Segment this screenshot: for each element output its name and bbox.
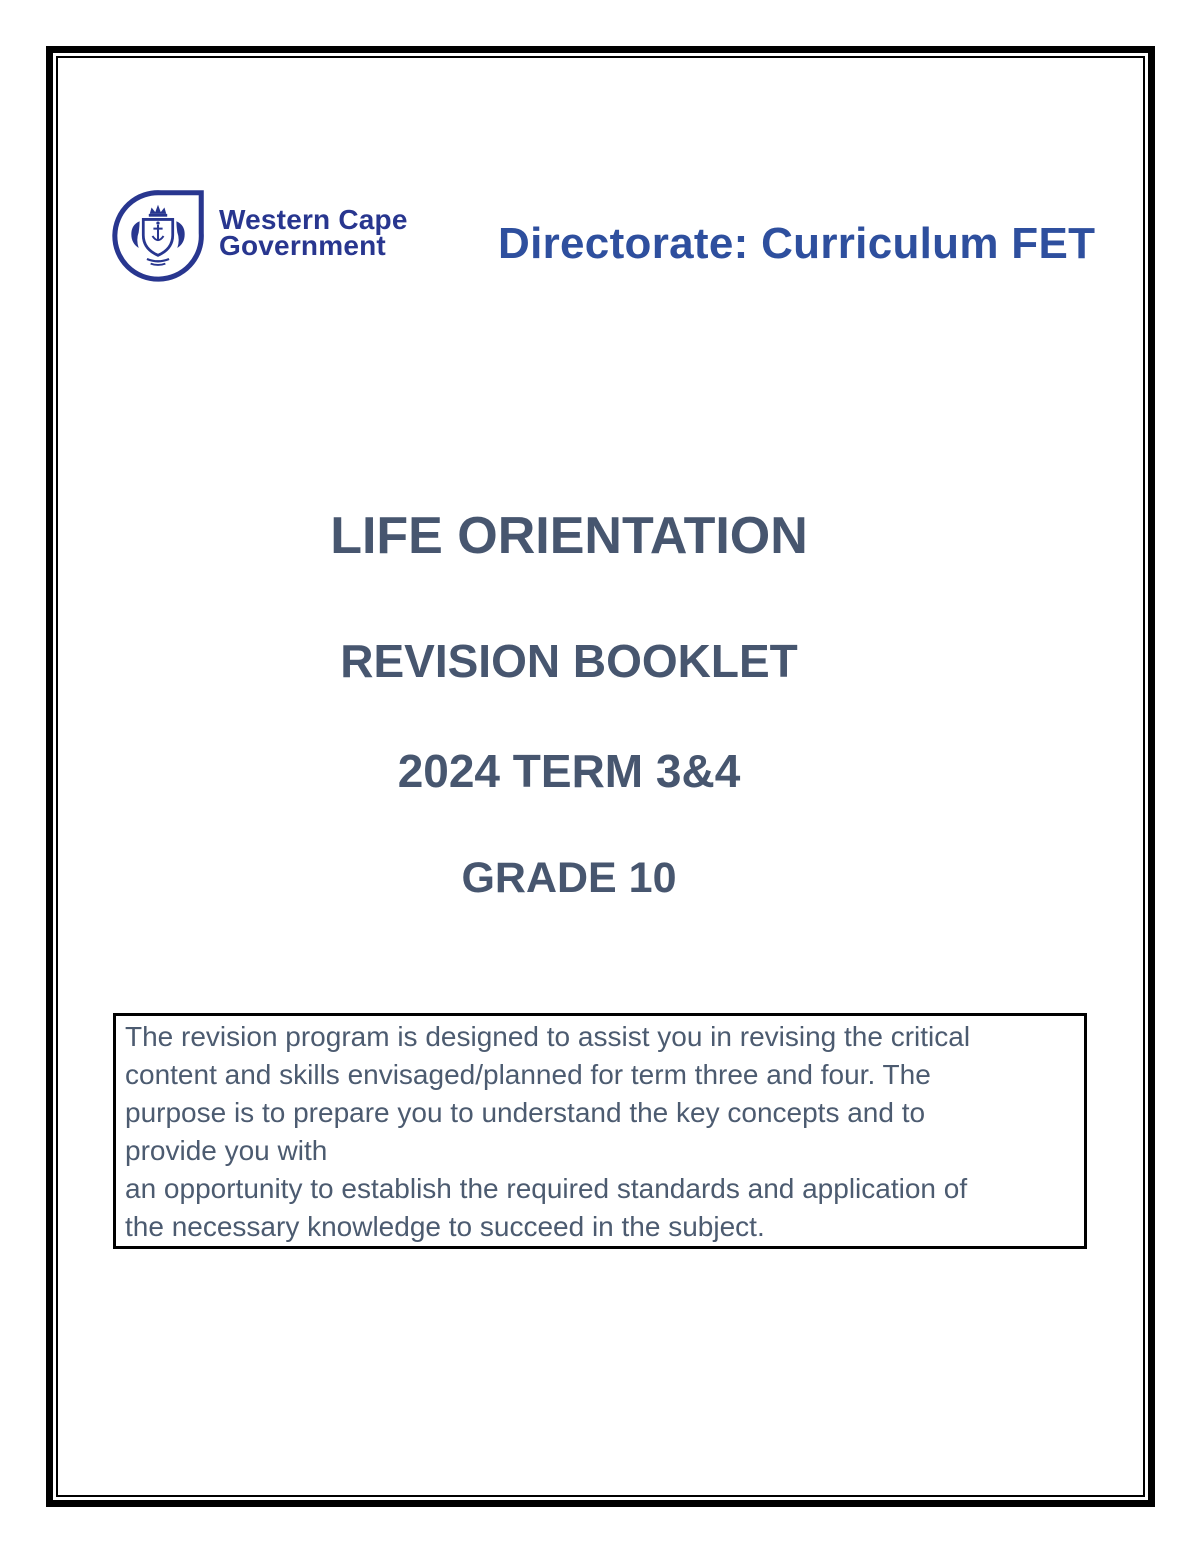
intro-line: provide you with — [125, 1135, 328, 1166]
intro-text-box — [113, 1013, 1087, 1249]
logo-name-line1: Western Cape — [219, 204, 408, 235]
intro-line: purpose is to prepare you to understand the key concepts and to — [125, 1097, 926, 1128]
grade-title: GRADE 10 — [461, 854, 677, 902]
intro-line: The revision program is designed to assist you in revising the critical — [125, 1021, 971, 1052]
intro-line: content and skills envisaged/planned for term three and four. The — [125, 1059, 931, 1090]
logo-wordmark — [219, 204, 408, 261]
logo-name-line2: Government — [219, 230, 386, 261]
booklet-title: REVISION BOOKLET — [340, 635, 798, 687]
western-cape-coat-of-arms-icon — [112, 190, 204, 282]
intro-line: an opportunity to establish the required standards and application of — [125, 1173, 968, 1204]
subject-title: LIFE ORIENTATION — [330, 507, 808, 565]
intro-line: the necessary knowledge to succeed in the subject. — [125, 1211, 765, 1242]
directorate-heading: Directorate: Curriculum FET — [498, 219, 1096, 268]
western-cape-government-logo — [112, 190, 408, 282]
term-title: 2024 TERM 3&4 — [397, 745, 741, 797]
